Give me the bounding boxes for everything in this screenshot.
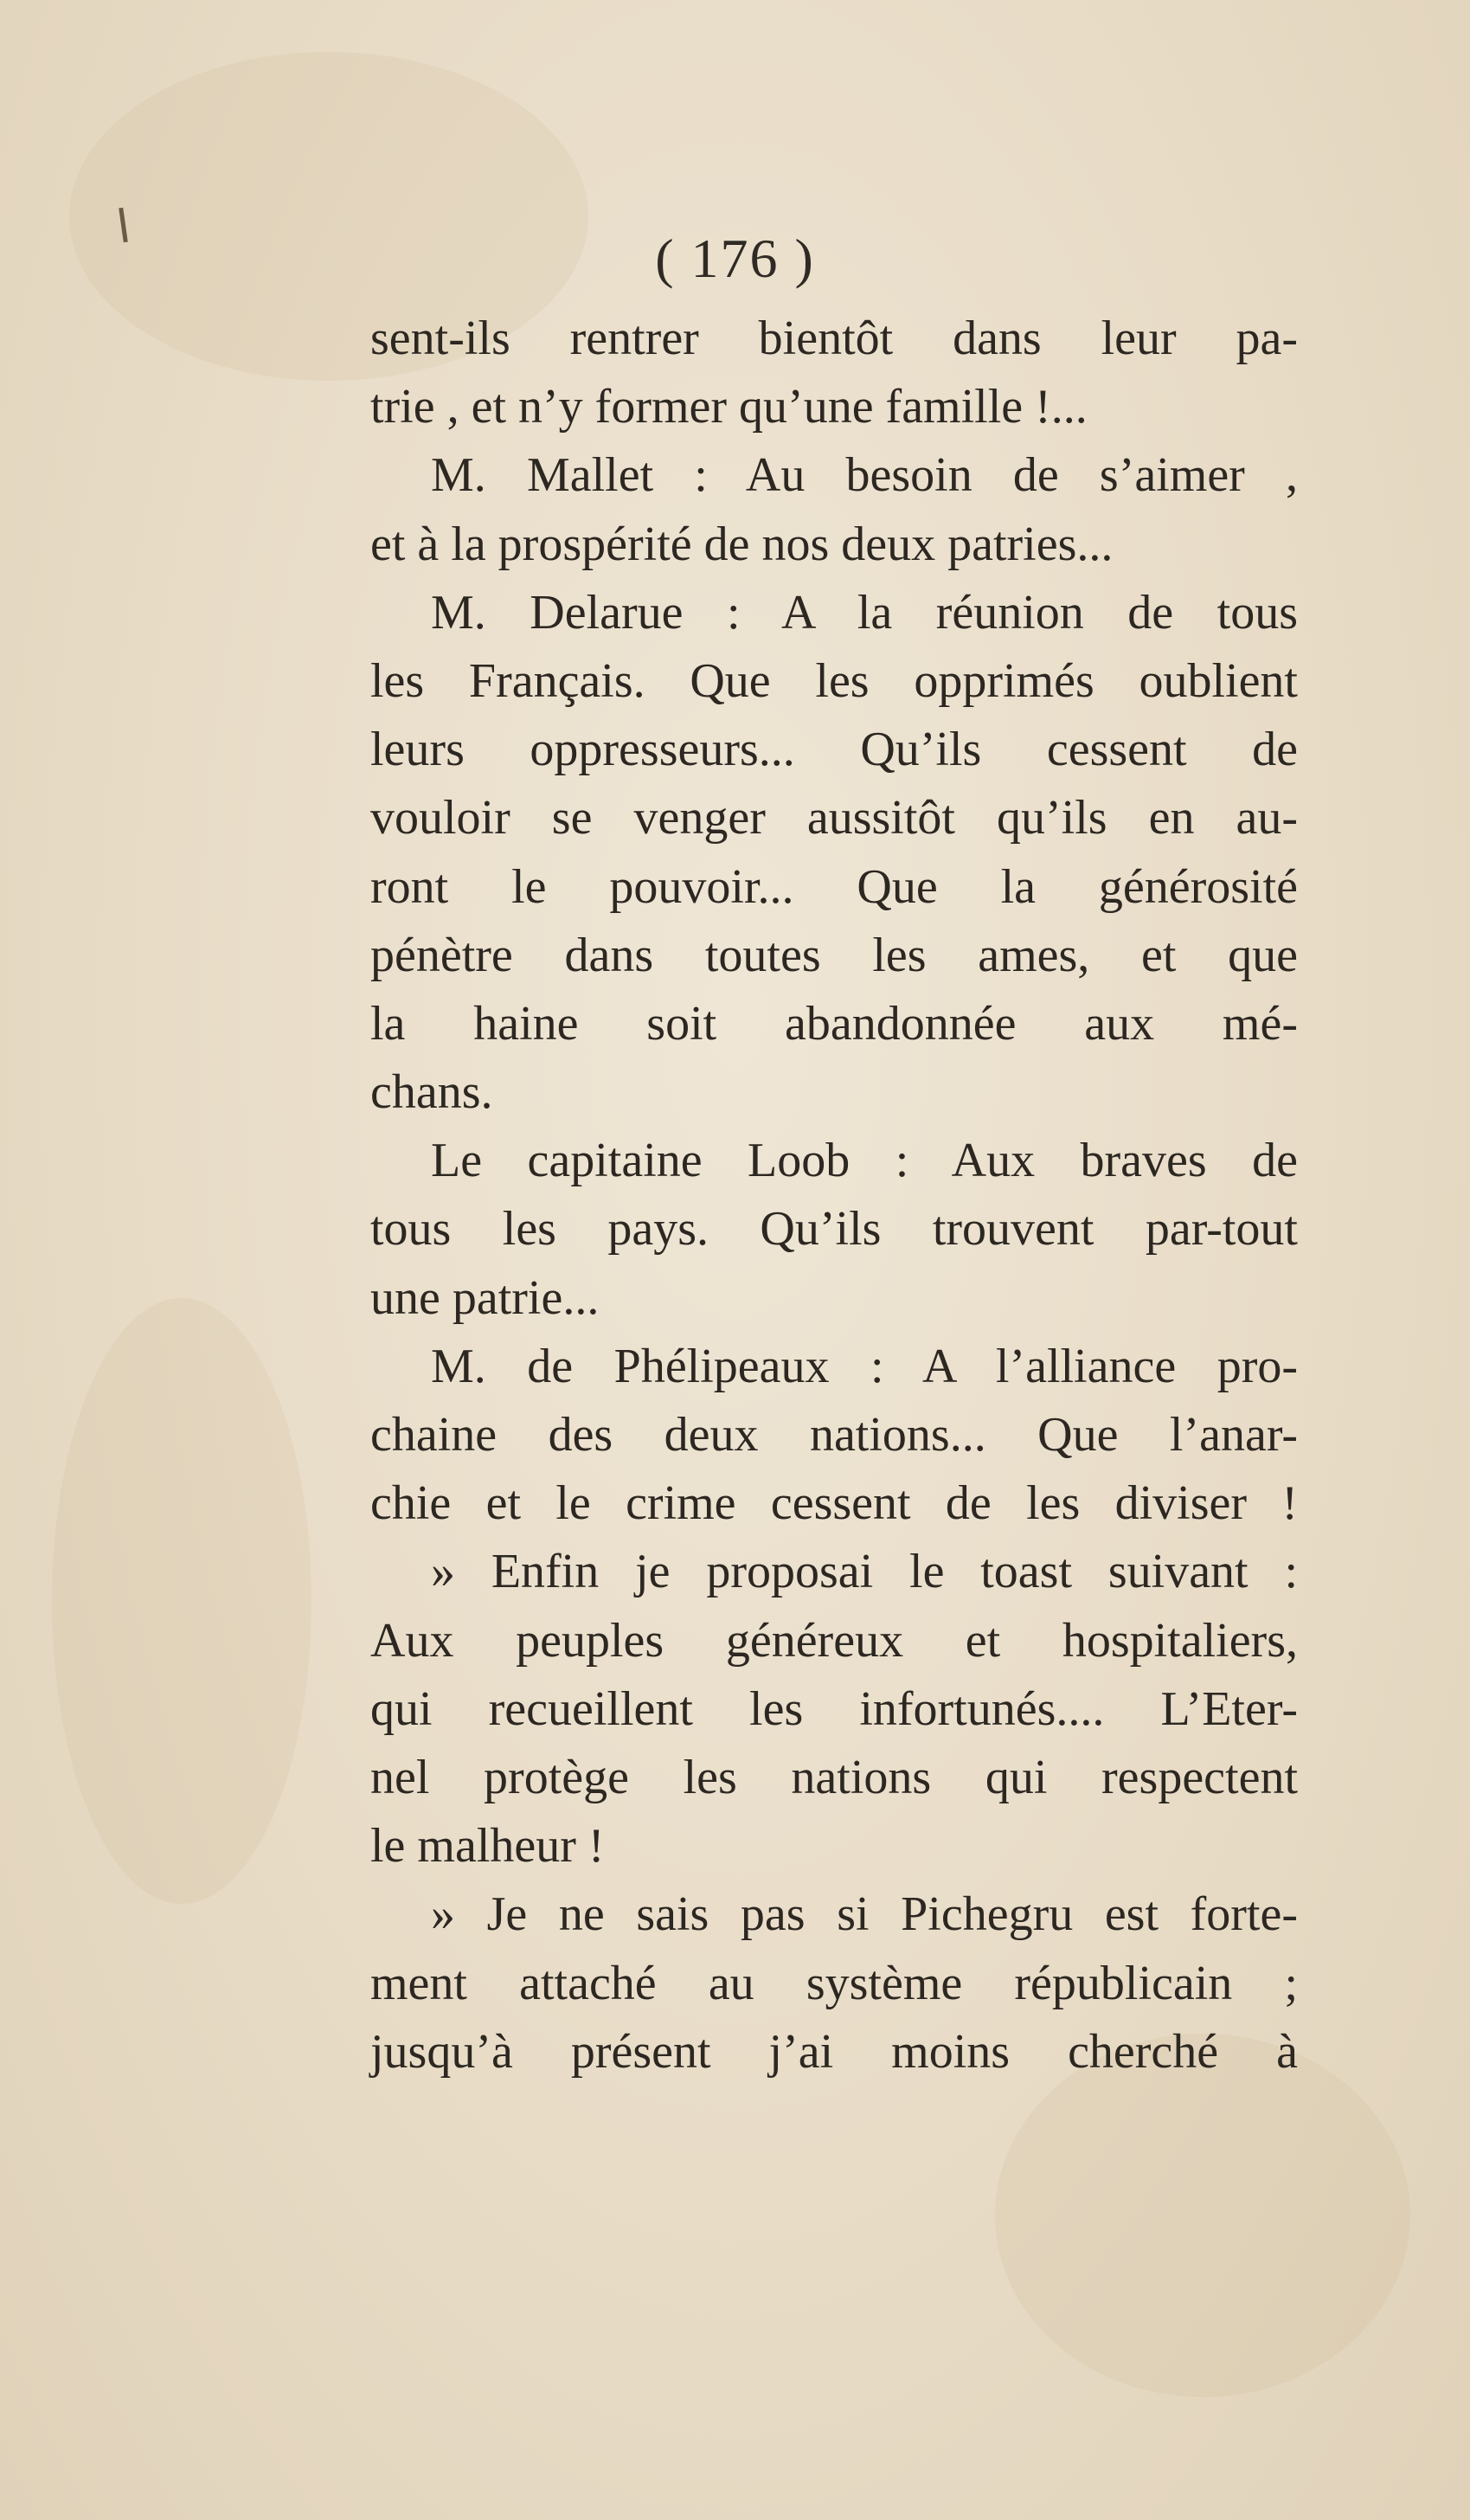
text-line: une patrie... xyxy=(370,1270,600,1325)
body-text xyxy=(370,305,1298,2086)
text-line: M. Mallet : Au besoin de s’aimer , xyxy=(431,448,1298,503)
text-line: jusqu’à présent j’ai moins cherché à xyxy=(370,2024,1298,2079)
text-line: M. de Phélipeaux : A l’alliance pro- xyxy=(431,1339,1298,1393)
text-line: » Enfin je proposai le toast suivant : xyxy=(431,1545,1298,1599)
text-line: et à la prospérité de nos deux patries... xyxy=(370,517,1114,571)
text-line: vouloir se venger aussitôt qu’ils en au- xyxy=(370,791,1298,845)
text-line: chaine des deux nations... Que l’anar- xyxy=(370,1408,1298,1462)
text-line: leurs oppresseurs... Qu’ils cessent de xyxy=(370,723,1298,777)
text-line: la haine soit abandonnée aux mé- xyxy=(370,996,1298,1051)
text-line: Aux peuples généreux et hospitaliers, xyxy=(370,1613,1298,1668)
text-line: ront le pouvoir... Que la générosité xyxy=(370,859,1298,914)
text-line: ment attaché au système républicain ; xyxy=(370,1956,1298,2010)
text-line: chie et le crime cessent de les diviser ! xyxy=(370,1476,1298,1531)
text-line: » Je ne sais pas si Pichegru est forte- xyxy=(431,1887,1298,1942)
paper-stain xyxy=(995,2034,1410,2397)
text-line: pénètre dans toutes les ames, et que xyxy=(370,928,1298,982)
text-line: sent-ils rentrer bientôt dans leur pa- xyxy=(370,312,1298,365)
text-line: Le capitaine Loob : Aux braves de xyxy=(431,1134,1298,1188)
page-number: ( 176 ) xyxy=(655,228,815,289)
text-line: trie , et n’y former qu’une famille !... xyxy=(370,380,1088,434)
text-line: le malheur ! xyxy=(370,1819,605,1874)
text-line: nel protège les nations qui respectent xyxy=(370,1750,1298,1804)
paper-stain xyxy=(52,1298,311,1904)
text-line: qui recueillent les infortunés.... L’Eter- xyxy=(370,1681,1298,1736)
text-line: les Français. Que les opprimés oublient xyxy=(370,653,1298,708)
text-line: M. Delarue : A la réunion de tous xyxy=(431,585,1298,640)
text-line: chans. xyxy=(370,1065,493,1120)
text-line: tous les pays. Qu’ils trouvent par-tout xyxy=(370,1202,1298,1257)
